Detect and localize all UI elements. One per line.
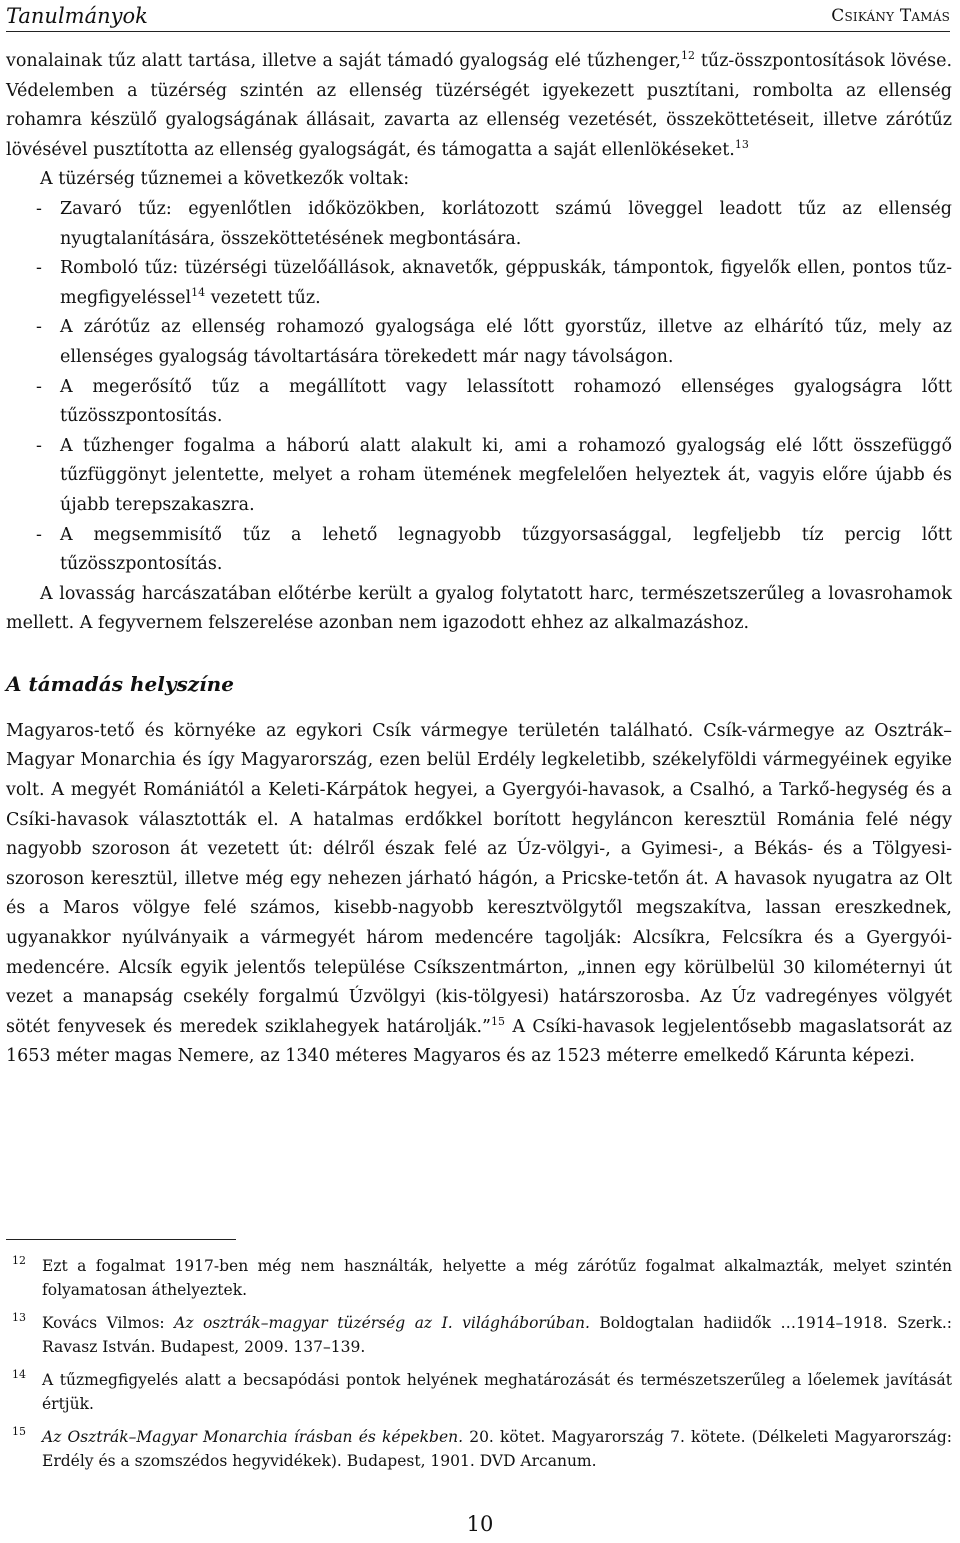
list-item-text: A megerősítő tűz a megállított vagy lelassított rohamozó ellenséges gyalogságra lőtt tűzösszpontosítás. — [60, 376, 952, 427]
list-dash: - — [36, 524, 42, 545]
author-name: Csikány Tamás — [831, 6, 950, 26]
page-number: 10 — [466, 1512, 494, 1536]
list-item — [36, 313, 952, 372]
footnote-number: 13 — [12, 1311, 26, 1324]
list-dash: - — [36, 317, 42, 338]
footnote-14 — [6, 1368, 952, 1416]
paragraph-1 — [6, 47, 952, 165]
footnote-ref-14[interactable]: 14 — [191, 285, 206, 299]
list-dash: - — [36, 435, 42, 456]
footnote-title: Az Osztrák–Magyar Monarchia írásban és képekben. — [42, 1428, 464, 1446]
list-item-text: A zárótűz az ellenség rohamozó gyalogsága elé lőtt gyorstűz, illetve az elhárító tűz, mely az ellenséges gyalogság távoltartására törekedett már nagy távolságon. — [60, 317, 952, 367]
footnote-divider — [6, 1239, 236, 1240]
footnote-ref-13[interactable]: 13 — [734, 137, 749, 151]
list-item-text: A tűzhenger fogalma a háború alatt alakult ki, ami a rohamozó gyalogság elé lőtt összefüggő tűzfüggönyt jelentette, melyet a roham ütemének megfelelően helyeztek át, vagyis előre újabb és újabb terepszakaszra. — [60, 435, 952, 515]
list-item-text: Romboló tűz: tüzérségi tüzelőállások, aknavetők, géppuskák, támpontok, figyelők ellen, pontos tűz-megfigyeléssel — [60, 258, 952, 308]
footnote-text-pre: Kovács Vilmos: — [42, 1314, 175, 1332]
list-item-text: A megsemmisítő tűz a lehető legnagyobb tűzgyorsasággal, legfeljebb tíz percig lőtt tűzösszpontosítás. — [60, 524, 952, 575]
paragraph-2: A tüzérség tűznemei a következők voltak: — [40, 169, 410, 190]
footnote-number: 14 — [12, 1368, 26, 1381]
list-item — [36, 373, 952, 432]
paragraph-3: A lovasság harcászatában előtérbe került a gyalog folytatott harc, természetszerűleg a lovasrohamok mellett. A fegyvernem felszerelése azonban nem igazodott ehhez az alkalmazáshoz. — [6, 583, 952, 634]
list-dash: - — [36, 198, 42, 219]
footnote-number: 12 — [12, 1254, 26, 1267]
section-heading: A támadás helyszíne — [6, 671, 234, 696]
section-paragraph-text-after: A Csíki-havasok legjelentősebb magaslatsorát az 1653 méter magas Nemere, az 1340 méteres Magyaros és az 1523 méterre emelkedő Kárunta képezi. — [6, 1016, 952, 1067]
footnote-text: 20. kötet. Magyarország 7. kötete. (Délkeleti Magyarország: Erdély és a szomszédos hegyvidékek). Budapest, 1901. DVD Arcanum. — [42, 1428, 952, 1470]
section-paragraph — [6, 717, 952, 1072]
list-item-text: Zavaró tűz: egyenlőtlen időközökben, korlátozott számú löveggel leadott tűz az ellenség nyugtalanítására, összeköttetésének megbontására. — [60, 198, 952, 249]
footnote-text: A tűzmegfigyelés alatt a becsapódási pontok helyének meghatározását és természetszerűleg a lőelemek javítását értjük. — [42, 1371, 952, 1413]
fire-types-list — [6, 195, 952, 580]
footnote-title: Az osztrák–magyar tüzérség az I. világháborúban. — [174, 1314, 590, 1332]
running-header — [6, 0, 950, 32]
paragraph-1-text-b: tűz-összpontosítások lövése. Védelemben a tüzérség szintén az ellenség tüzérségét igyekezett pusztítani, rombolta az ellenség rohamra készülő gyalogságának állásait, zavarta az ellenség vezetését, összeköttetéseit, illetve zárótűz lövésével pusztította az ellenség gyalogságát, és támogatta a saját ellenlökéseket. — [6, 51, 953, 160]
list-dash: - — [36, 376, 42, 397]
list-item — [36, 195, 952, 254]
footnote-12 — [6, 1254, 952, 1302]
list-item — [36, 521, 952, 580]
list-dash: - — [36, 258, 42, 279]
footnote-text: Ezt a fogalmat 1917-ben még nem használták, helyette a még zárótűz fogalmat alkalmazták, melyet szintén folyamatosan áthelyeztek. — [42, 1257, 952, 1299]
footnotes — [6, 1239, 952, 1482]
list-item — [36, 254, 952, 313]
main-text — [6, 47, 952, 1072]
section-label: Tanulmányok — [6, 4, 148, 28]
footnote-ref-15[interactable]: 15 — [491, 1014, 505, 1028]
footnote-text: Boldogtalan hadiidők …1914–1918. Szerk.: Ravasz István. Budapest, 2009. 137–139. — [42, 1314, 952, 1356]
paragraph-1-text: vonalainak tűz alatt tartása, illetve a saját támadó gyalogság elé tűzhenger, — [6, 51, 681, 71]
list-item-text-after: vezetett tűz. — [205, 287, 321, 308]
footnote-number: 15 — [12, 1425, 26, 1438]
footnote-ref-12[interactable]: 12 — [680, 49, 695, 62]
list-item — [36, 432, 952, 521]
footnote-15 — [6, 1425, 952, 1473]
footnote-13 — [6, 1311, 952, 1359]
section-paragraph-text: Magyaros-tető és környéke az egykori Csík vármegye területén található. Csík-vármegye az Osztrák–Magyar Monarchia és így Magyarország, ezen belül Erdély legkeletibb, székelyföldi vármegyéinek egyike volt. A megyét Romániától a Keleti-Kárpátok hegyei, a Gyergyói-havasok, a Csalhó, a Tarkő-hegység és a Csíki-havasok választották el. A hatalmas erdőkkel borított hegyláncon keresztül Románia felé négy nagyobb szoroson át vezetett út: délről észak felé az Úz-völgyi-, a Gyimesi-, a Békás- és a Tölgyesi-szoroson keresztül, illetve még egy nehezen járható hágón, a Pricske-tetőn át. A havasok nyugatra az Olt és a Maros völgye felé számos, kisebb-nagyobb keresztvölgytől megszakítva, lassan ereszkednek, ugyanakkor nyúlványaik a vármegyét három medencére tagolják: Alcsíkra, Felcsíkra és a Gyergyói-medencére. Alcsík egyik jelentős települése Csíkszentmárton, „innen egy körülbelül 30 kilométernyi út vezet a manapság csekély forgalmú Úzvölgyi (kis-tölgyesi) határszorosba. Az Úz vadregényes völgyét sötét fenyvesek és meredek sziklahegyek határolják.” — [6, 720, 952, 1037]
